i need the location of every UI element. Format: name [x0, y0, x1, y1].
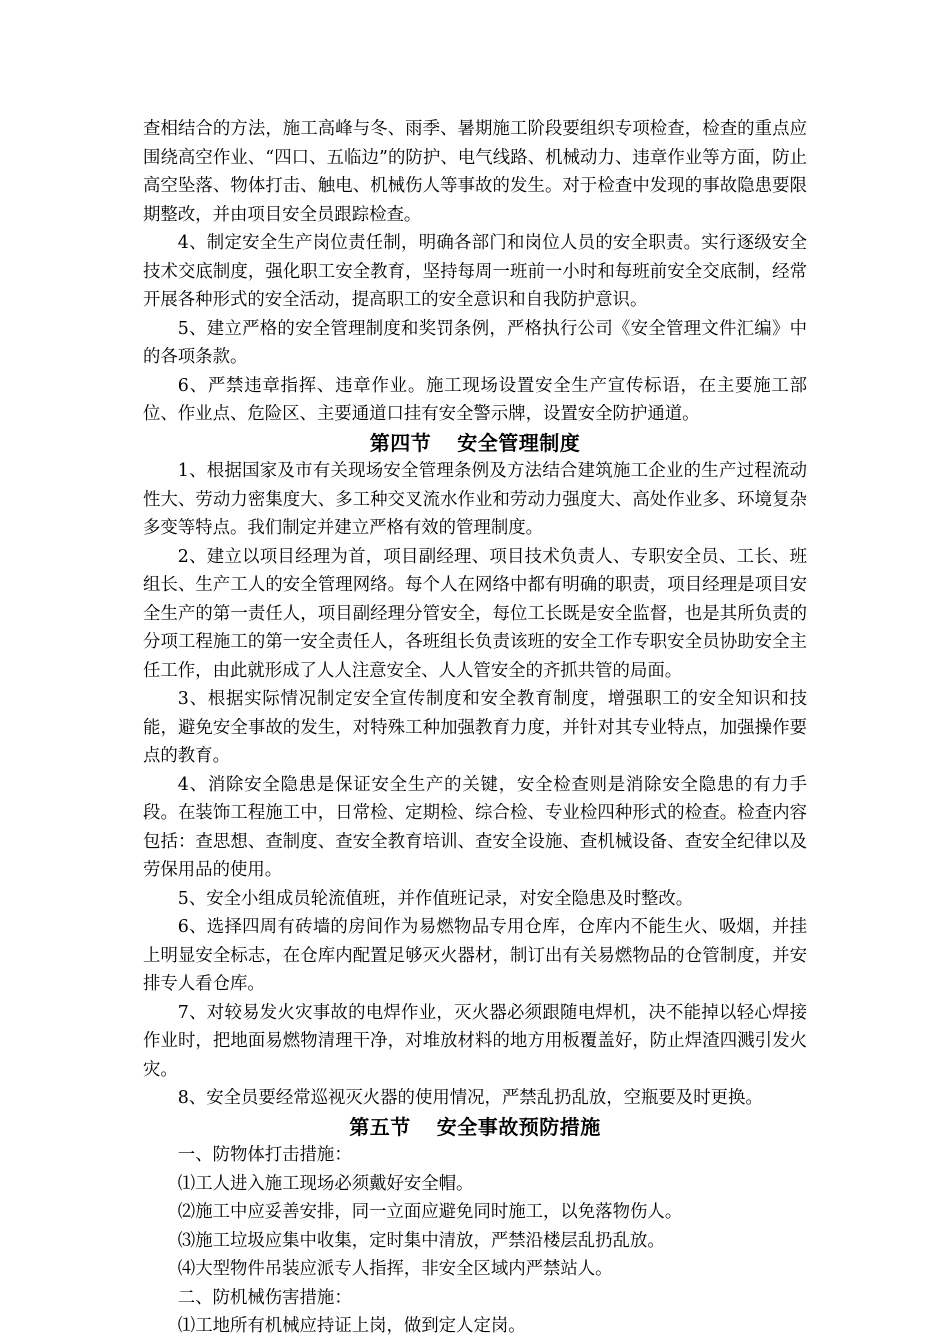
- section-4-paragraph: 6、选择四周有砖墙的房间作为易燃物品专用仓库，仓库内不能生火、吸烟，并挂上明显安全标志，在仓库内配置足够灭火器材，制订出有关易燃物品的仓管制度，并安排专人看仓库。: [143, 917, 807, 994]
- section-5-item: 二、防机械伤害措施：: [177, 1287, 352, 1308]
- section-4-paragraph: 1、根据国家及市有关现场安全管理条例及方法结合建筑施工企业的生产过程流动性大、劳动力密集度大、多工种交叉流水作业和劳动力强度大、高处作业多、环境复杂多变等特点。我们制定并建立严格有效的管理制度。: [143, 461, 807, 538]
- section-5-item: ⑶施工垃圾应集中收集，定时集中清放，严禁沿楼层乱扔乱放。: [177, 1230, 665, 1251]
- section-5-heading: [143, 1113, 807, 1142]
- section-4-heading: [143, 429, 807, 458]
- section-4-paragraph: 5、安全小组成员轮流值班，并作值班记录，对安全隐患及时整改。: [177, 888, 694, 909]
- section-5-item: ⑵施工中应妥善安排，同一立面应避免同时施工，以免落物伤人。: [177, 1202, 683, 1222]
- section-5-number: 第五节: [349, 1114, 411, 1139]
- section-5-item: ⑴工地所有机械应持证上岗，做到定人定岗。: [177, 1316, 526, 1336]
- section-5-title: 安全事故预防措施: [436, 1114, 601, 1139]
- section-5-item: ⑷大型物件吊装应派专人指挥，非安全区域内严禁站人。: [177, 1259, 613, 1279]
- document-body: [143, 115, 807, 1341]
- paragraph-item-5: 5、建立严格的安全管理制度和奖罚条例，严格执行公司《安全管理文件汇编》中的各项条款。: [143, 318, 807, 367]
- paragraph-item-4: 4、制定安全生产岗位责任制，明确各部门和岗位人员的安全职责。实行逐级安全技术交底制度，强化职工安全教育，坚持每周一班前一小时和每班前安全交底制，经常开展各种形式的安全活动，提高职工的安全意识和自我防护意识。: [143, 233, 807, 310]
- section-5-item: 一、防物体打击措施：: [177, 1145, 352, 1165]
- section-4-paragraph: 2、建立以项目经理为首，项目副经理、项目技术负责人、专职安全员、工长、班组长、生产工人的安全管理网络。每个人在网络中都有明确的职责，项目经理是项目安全生产的第一责任人，项目副经理分管安全，每位工长既是安全监督，也是其所负责的分项工程施工的第一安全责任人，各班组长负责该班的安全工作专职安全员协助安全主任工作，由此就形成了人人注意安全、人人管安全的齐抓共管的局面。: [143, 546, 807, 681]
- section-4-paragraph: 7、对较易发火灾事故的电焊作业，灭火器必须跟随电焊机，决不能掉以轻心焊接作业时，把地面易燃物清理干净，对堆放材料的地方用板覆盖好，防止焊渣四溅引发火灾。: [143, 1002, 807, 1080]
- paragraph-continued: 查相结合的方法，施工高峰与冬、雨季、暑期施工阶段要组织专项检查，检查的重点应围绕高空作业、“四口、五临边”的防护、电气线路、机械动力、违章作业等方面，防止高空坠落、物体打击、触电、机械伤人等事故的发生。对于检查中发现的事故隐患要限期整改，并由项目安全员跟踪检查。: [143, 119, 807, 225]
- section-4-paragraph: 4、消除安全隐患是保证安全生产的关键，安全检查则是消除安全隐患的有力手段。在装饰工程施工中，日常检、定期检、综合检、专业检四种形式的检查。检查内容包括：查思想、查制度、查安全教育培训、查安全设施、查机械设备、查安全纪律以及劳保用品的使用。: [143, 774, 807, 880]
- section-4-title: 安全管理制度: [457, 430, 581, 455]
- paragraph-item-6: 6、严禁违章指挥、违章作业。施工现场设置安全生产宣传标语，在主要施工部位、作业点、危险区、主要通道口挂有安全警示牌，设置安全防护通道。: [143, 375, 807, 424]
- section-4-paragraph: 3、根据实际情况制定安全宣传制度和安全教育制度，增强职工的安全知识和技能，避免安全事故的发生，对特殊工种加强教育力度，并针对其专业特点，加强操作要点的教育。: [143, 689, 807, 766]
- section-5-item: ⑴工人进入施工现场必须戴好安全帽。: [177, 1173, 474, 1194]
- section-4-number: 第四节: [369, 430, 432, 455]
- section-4-paragraph: 8、安全员要经常巡视灭火器的使用情况，严禁乱扔乱放，空瓶要及时更换。: [177, 1088, 763, 1108]
